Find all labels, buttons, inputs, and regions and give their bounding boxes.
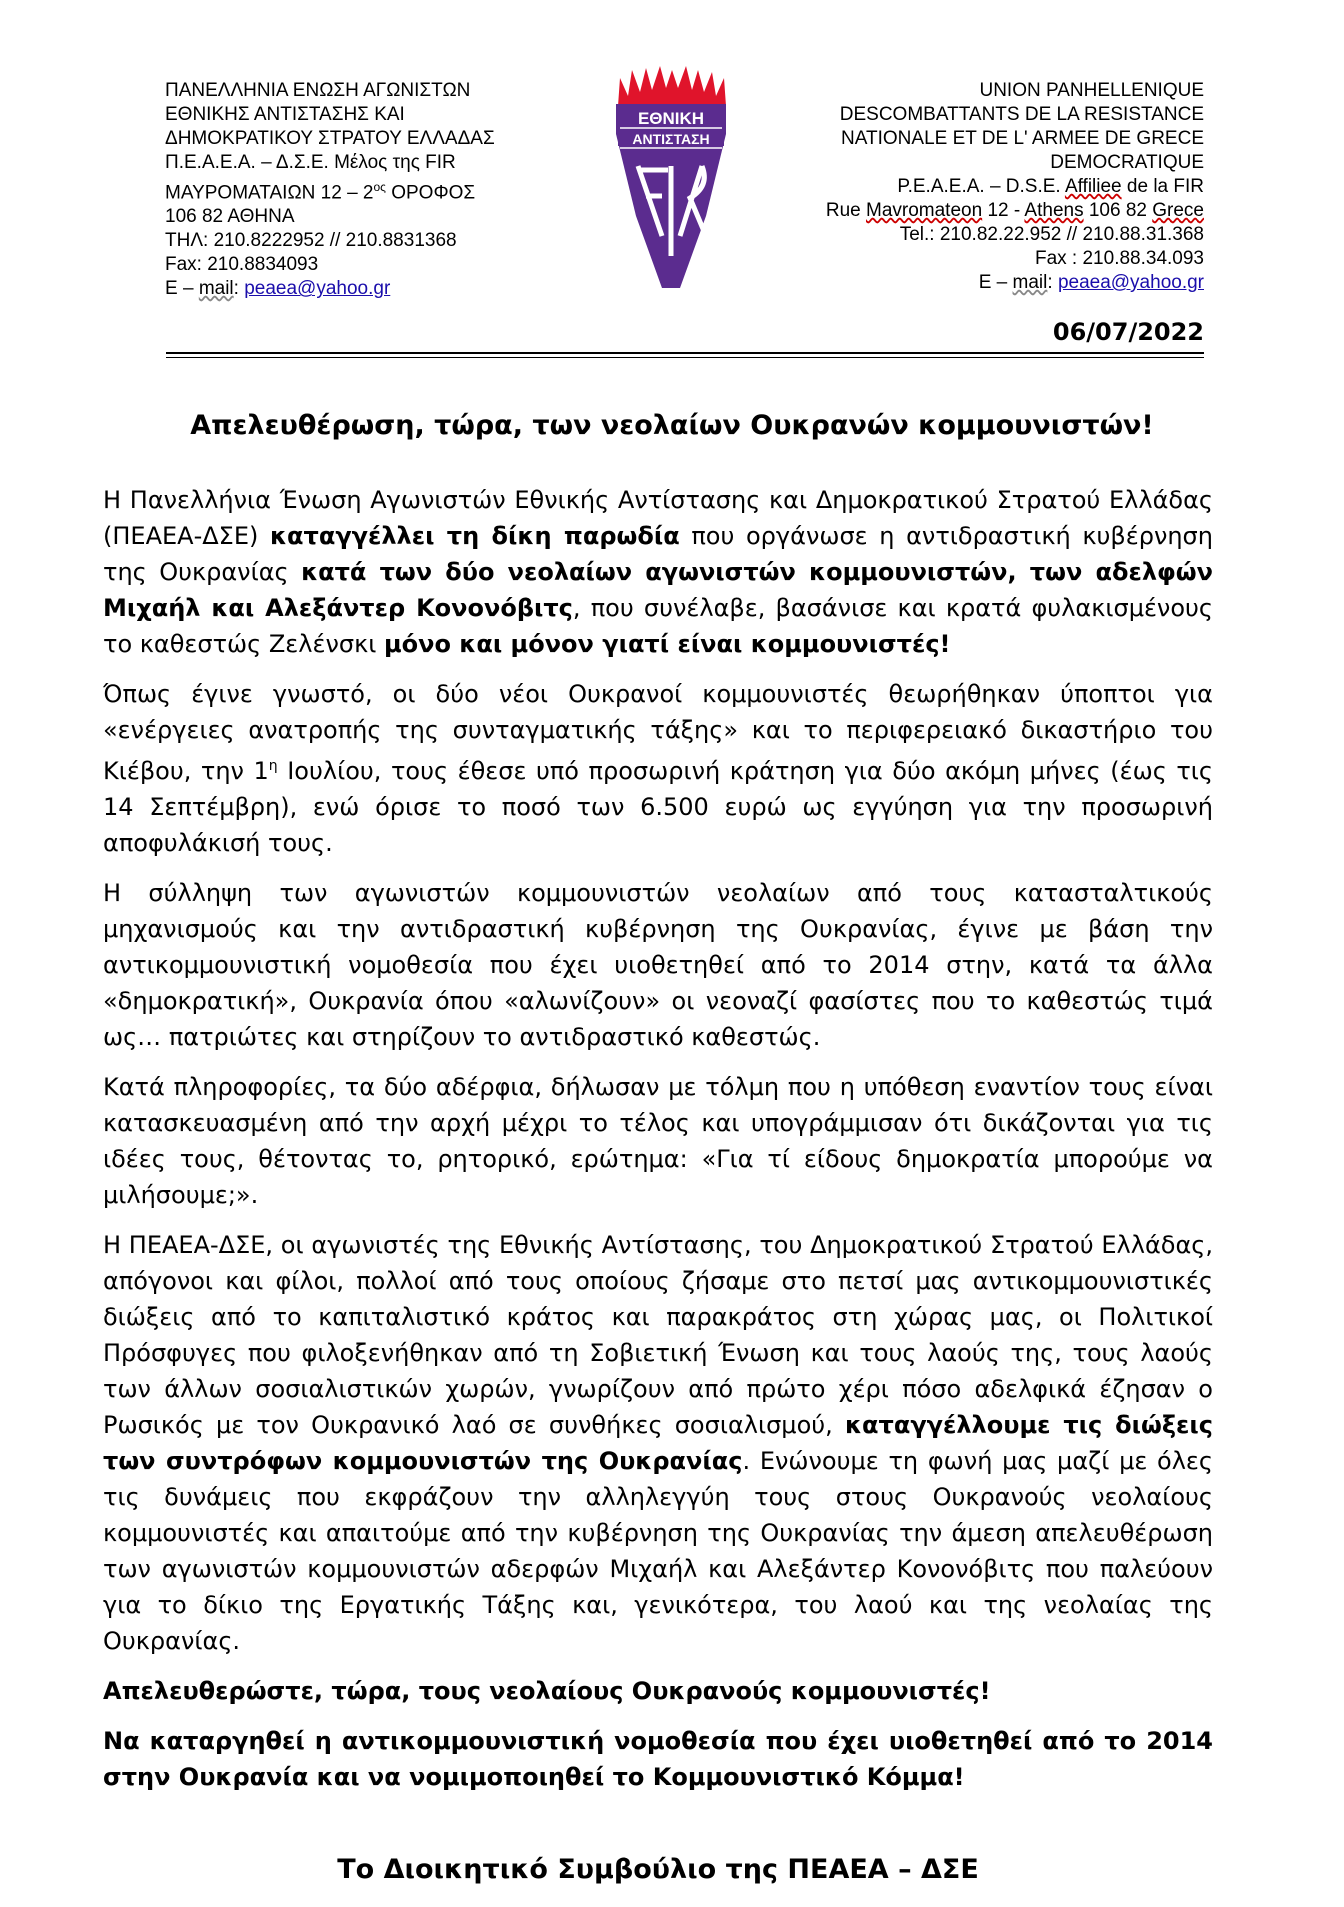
affil-pre: P.E.A.E.A. – D.S.E. <box>897 176 1065 197</box>
text-run: που οργάνωσε η αντιδραστική κυβέρνηση της Ουκρανίας <box>103 522 1213 586</box>
addr-mid: 12 - <box>982 200 1025 221</box>
bold-run: κατά των δύο νεολαίων αγωνιστών κομμουνιστών, των αδελφών Μιχαήλ και Αλεξάντερ Κονονόβιτς <box>103 558 1213 622</box>
email-label: E – <box>978 272 1013 293</box>
addr-word: Athens <box>1024 200 1084 221</box>
header-left-line: ΤΗΛ: 210.8222952 // 210.8831368 <box>165 230 457 252</box>
email-colon: : <box>1047 272 1058 293</box>
bold-run: μόνο και μόνον γιατί είναι κομμουνιστές! <box>383 630 951 658</box>
text-run: Η Πανελλήνια Ένωση Αγωνιστών Εθνικής Αντίστασης και Δημοκρατικού Στρατού Ελλάδας (ΠΕΑΕΑ-ΔΣΕ) <box>103 486 1213 550</box>
header-left <box>165 79 585 301</box>
address-sup: ος <box>373 180 386 194</box>
header-left-line: ΠΑΝΕΛΛΗΝΙΑ ΕΝΩΣΗ ΑΓΩΝΙΣΤΩΝ <box>165 80 471 101</box>
header-divider <box>166 352 1204 354</box>
flame-shape <box>618 66 726 106</box>
header-right-line: UNION PANHELLENIQUE <box>979 80 1204 101</box>
addr-pre: Rue <box>825 200 866 221</box>
header-right-fax: Fax : 210.88.34.093 <box>1034 248 1204 269</box>
addr-word: Grece <box>1152 200 1204 221</box>
signature: Το Διοικητικό Συμβούλιο της ΠΕΑΕΑ – ΔΣΕ <box>337 1854 979 1885</box>
header-right-tel: Tel.: 210.82.22.952 // 210.88.31.368 <box>899 224 1204 245</box>
address-text: ΜΑΥΡΟΜΑΤΑΙΩΝ 12 – 2 <box>165 182 374 204</box>
email-colon: : <box>233 278 245 300</box>
text-run: Ιουλίου, τους έθεσε υπό προσωρινή κράτηση για δύο ακόμη μήνες (έως τις 14 Σεπτέμβρη), ενώ όρισε το ποσό των 6.500 ευρώ ως εγγύηση για την προσωρινή αποφυλάκισή τους. <box>103 757 1213 857</box>
bold-run: καταγγέλλει τη δίκη παρωδία <box>269 522 680 550</box>
header-right-line: DEMOCRATIQUE <box>1050 152 1204 173</box>
bold-run: καταγγέλλουμε τις διώξεις των συντρόφων κομμουνιστών της Ουκρανίας <box>103 1411 1213 1475</box>
header-left-line: 106 82 ΑΘΗΝΑ <box>165 206 295 228</box>
text-run: , που συνέλαβε, βασάνισε και κρατά φυλακισμένους το καθεστώς Ζελένσκι <box>103 594 1213 658</box>
header-left-line: ΕΘΝΙΚΗΣ ΑΝΤΙΣΤΑΣΗΣ ΚΑΙ <box>165 104 405 125</box>
header-left-line: Π.Ε.Α.Ε.Α. – Δ.Σ.Ε. Μέλος της FIR <box>165 152 456 173</box>
paragraph-2 <box>103 676 1213 861</box>
text-run: Όπως έγινε γνωστό, οι δύο νέοι Ουκρανοί κομμουνιστές θεωρήθηκαν ύποπτοι για «ενέργειες ανατροπής της συνταγματικής τάξης» και το περιφερειακό δικαστήριο του Κιέβου, την 1 <box>103 680 1213 785</box>
header-left-address <box>165 175 585 205</box>
slogan-1: Απελευθερώστε, τώρα, τους νεολαίους Ουκρανούς κομμουνιστές! <box>103 1677 991 1705</box>
email-link[interactable]: peaea@yahoo.gr <box>1057 272 1204 293</box>
header-left-line: Fax: 210.8834093 <box>165 254 319 276</box>
email-mail-word: mail <box>198 278 234 300</box>
text-run: . Ενώνουμε τη φωνή μας μαζί με όλες τις δυνάμεις που εκφράζουν την αλληλεγγύη τους στους Ουκρανούς νεολαίους κομμουνιστές και απαιτούμε από την κυβέρνηση της Ουκρανίας την άμεση απελευθέρωση των αγωνιστών κομμουνιστών αδερφών Μιχαήλ και Αλεξάντερ Κονονόβιτς που παλεύουν για το δίκιο της Εργατικής Τάξης και, γενικότερα, του λαού και της νεολαίας της Ουκρανίας. <box>103 1447 1213 1655</box>
header-left-line: ΔΗΜΟΚΡΑΤΙΚΟΥ ΣΤΡΑΤΟΥ ΕΛΛΑΔΑΣ <box>165 128 495 149</box>
affil-post: de la FIR <box>1121 176 1204 197</box>
email-mail-word: mail <box>1012 272 1048 293</box>
header-right-line: DESCOMBATTANTS DE LA RESISTANCE <box>839 104 1204 125</box>
header-right-line: NATIONALE ET DE L' ARMEE DE GRECE <box>841 128 1204 149</box>
addr-word: Mavromateon <box>866 200 983 221</box>
superscript: η <box>268 758 278 774</box>
logo-top-text: ΕΘΝΙΚΗ <box>637 109 705 128</box>
header-right-address <box>764 199 1204 223</box>
document-date: 06/07/2022 <box>1052 318 1204 346</box>
paragraph-4: Κατά πληροφορίες, τα δύο αδέρφια, δήλωσαν με τόλμη που η υπόθεση εναντίον τους είναι κατασκευασμένη από την αρχή μέχρι το τέλος και υπογράμμισαν ότι δικάζονται για τις ιδέες τους, θέτοντας το, ρητορικό, ερώτημα: «Για τί είδους δημοκρατία μπορούμε να μιλήσουμε;». <box>103 1073 1213 1209</box>
header-divider-thin <box>166 357 1204 358</box>
header-right <box>764 79 1204 295</box>
email-label: E – <box>165 278 199 300</box>
logo-bottom-text: ΑΝΤΙΣΤΑΣΗ <box>632 131 710 147</box>
addr-mid: 106 82 <box>1083 200 1153 221</box>
header-left-email-row <box>165 277 585 301</box>
header-right-email-row <box>764 271 1204 295</box>
affil-word: Affiliee <box>1064 176 1122 197</box>
body-text <box>103 482 1213 1809</box>
paragraph-5 <box>103 1227 1213 1659</box>
text-run: Η ΠΕΑΕΑ-ΔΣΕ, οι αγωνιστές της Εθνικής Αντίστασης, του Δημοκρατικού Στρατού Ελλάδας, απόγονοι και φίλοι, πολλοί από τους οποίους ζήσαμε στο πετσί μας αντικομμουνιστικές διώξεις από το καπιταλιστικό κράτος και παρακράτος στη χώρας μας, οι Πολιτικοί Πρόσφυγες που φιλοξενήθηκαν από τη Σοβιετική Ένωση και τους λαούς της, τους λαούς των άλλων σοσιαλιστικών χωρών, γνωρίζουν από πρώτο χέρι πόσο αδελφικά έζησαν ο Ρωσικός με τον Ουκρανικό λαό σε συνθήκες σοσιαλισμού, <box>103 1231 1213 1439</box>
header-right-affiliation <box>764 175 1204 199</box>
logo <box>610 66 732 296</box>
paragraph-3: Η σύλληψη των αγωνιστών κομμουνιστών νεολαίων από τους κατασταλτικούς μηχανισμούς και την αντιδραστική κυβέρνηση της Ουκρανίας, έγινε με βάση την αντικομμουνιστική νομοθεσία που έχει υιοθετηθεί από το 2014 στην, κατά τα άλλα «δημοκρατική», Ουκρανία όπου «αλωνίζουν» οι νεοναζί φασίστες που το καθεστώς τιμά ως… πατριώτες και στηρίζουν το αντιδραστικό καθεστώς. <box>103 879 1213 1051</box>
address-text-post: ΟΡΟΦΟΣ <box>385 182 476 204</box>
paragraph-1 <box>103 482 1213 662</box>
page-title: Απελευθέρωση, τώρα, των νεολαίων Ουκρανών κομμουνιστών! <box>190 410 1154 441</box>
slogan-2: Να καταργηθεί η αντικομμουνιστική νομοθεσία που έχει υιοθετηθεί από το 2014 στην Ουκρανία και να νομιμοποιηθεί το Κομμουνιστικό Κόμμα! <box>103 1727 1213 1791</box>
email-link[interactable]: peaea@yahoo.gr <box>244 278 391 300</box>
